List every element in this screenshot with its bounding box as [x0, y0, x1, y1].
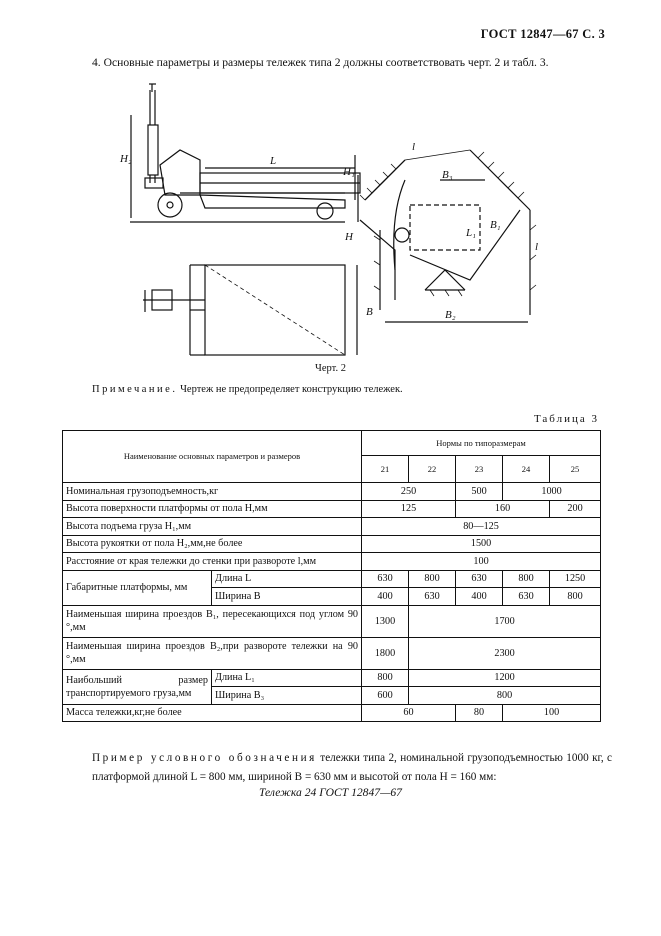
label-h: H	[345, 231, 353, 243]
table-row: Высота поверхности платформы от пола H,мм 125 160 200	[63, 500, 601, 518]
drawing-chert-2	[60, 80, 620, 360]
label-l-top: l	[412, 141, 416, 153]
label-l-dim: L	[270, 155, 277, 167]
page-header: ГОСТ 12847—67 С. 3	[480, 27, 605, 41]
table-row: Наибольший размер транспортируемого груза,мм Длина L₁ 800 1200	[63, 669, 601, 687]
table-row: Ширина B₃ 600 800	[63, 687, 601, 705]
example-paragraph	[92, 749, 612, 787]
example-label: Пример условного обозначения	[92, 752, 317, 764]
table-row: Габаритные платформы, мм Длина L 630 800 630 800 1250	[63, 570, 601, 588]
note-label: Примечание.	[92, 384, 178, 395]
label-h1: H₁	[343, 166, 355, 178]
example-text: тележки типа 2, номинальной грузоподъемностью 1000 кг, с платформой длиной L = 800 мм, шириной B = 630 мм и высотой от пола H = 160 мм:	[92, 752, 612, 783]
paragraph-4: 4. Основные параметры и размеры тележек типа 2 должны соответствовать черт. 2 и табл. 3.	[92, 56, 549, 69]
table-row: Высота подъема груза H₁,мм 80—125	[63, 518, 601, 536]
note	[92, 384, 403, 395]
size-22: 22	[409, 456, 456, 483]
label-l1: L₁	[466, 227, 476, 239]
table-row: Наименьшая ширина проездов B₁, пересекающихся под углом 90 °,мм 1300 1700	[63, 605, 601, 637]
size-21: 21	[362, 456, 409, 483]
label-b: B	[366, 306, 373, 318]
table-row: Ширина B 400 630 400 630 800	[63, 588, 601, 606]
table-row: Наименьшая ширина проездов B₂,при развороте тележки на 90 °,мм 1800 2300	[63, 637, 601, 669]
table-caption: Таблица 3	[533, 413, 599, 425]
label-b1: B₁	[490, 219, 501, 231]
note-text: Чертеж не предопределяет конструкцию тележек.	[177, 384, 403, 395]
label-l-right: l	[535, 241, 539, 253]
table-row: Расстояние от края тележки до стенки при развороте l,мм 100	[63, 553, 601, 571]
header-norms: Нормы по типоразмерам	[362, 431, 601, 456]
designation: Тележка 24 ГОСТ 12847—67	[259, 786, 402, 799]
table-row: Масса тележки,кг,не более 60 80 100	[63, 704, 601, 722]
header-name: Наименование основных параметров и размеров	[63, 431, 362, 483]
table-row: Номинальная грузоподъемность,кг 250 500 1000	[63, 483, 601, 501]
table-row: Высота рукоятки от пола H₂,мм,не более 1500	[63, 535, 601, 553]
size-23: 23	[456, 456, 503, 483]
label-h2: H₂	[120, 153, 132, 165]
figure-caption: Черт. 2	[315, 363, 346, 374]
label-b2: B₂	[445, 309, 456, 321]
size-25: 25	[550, 456, 601, 483]
parameters-table	[62, 430, 601, 722]
size-24: 24	[503, 456, 550, 483]
label-b3: B₃	[442, 169, 453, 181]
